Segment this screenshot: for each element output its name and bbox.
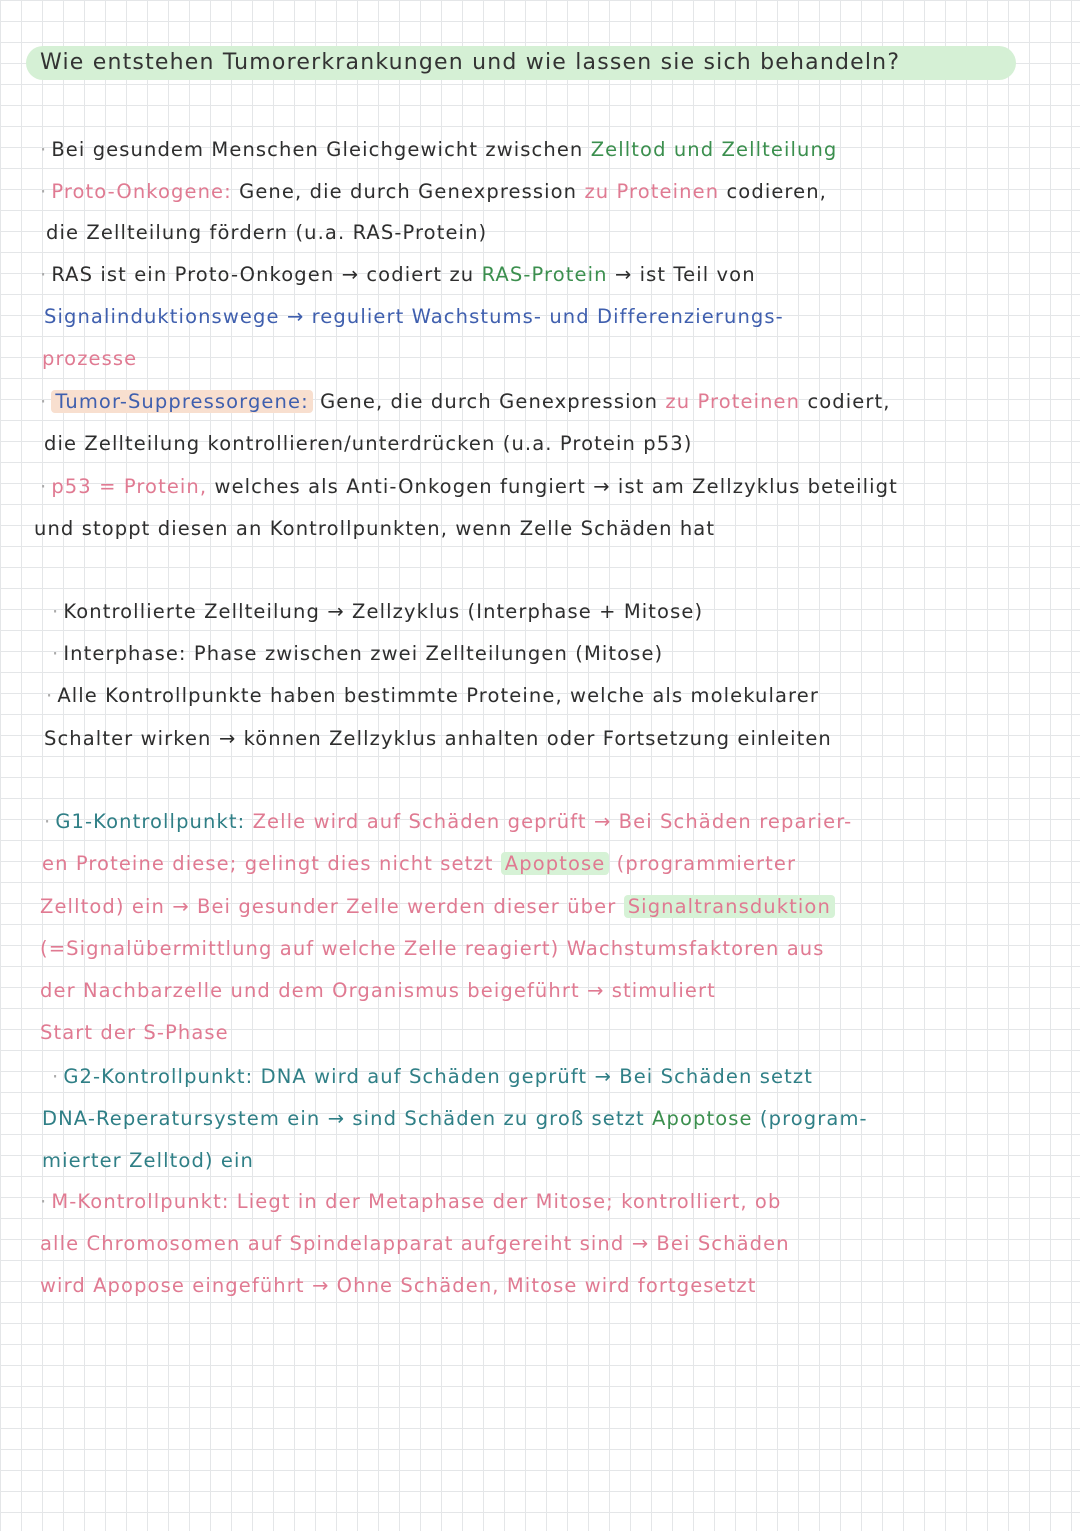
bullet: · — [52, 600, 60, 623]
note-line — [44, 305, 784, 328]
text: Gene, die durch Genexpression — [239, 180, 578, 203]
note-line — [40, 138, 837, 161]
text-colored: zu Proteinen — [584, 180, 720, 203]
text: alle Chromosomen auf Spindelapparat aufgereiht sind — [40, 1232, 625, 1255]
text: → Bei Schäden — [631, 1232, 790, 1255]
text-colored: → Bei Schäden reparier- — [593, 810, 853, 833]
text: (u.a. RAS-Protein) — [295, 221, 488, 244]
note-line — [42, 347, 137, 370]
note-line — [40, 475, 898, 498]
note-line — [44, 432, 692, 455]
text: codiert, — [807, 390, 891, 413]
bullet: · — [40, 263, 48, 286]
term: Signalinduktionswege — [44, 305, 280, 328]
note-line — [44, 810, 852, 833]
bullet: · — [40, 138, 48, 161]
text: Alle Kontrollpunkte haben bestimmte Proteine, welche als molekularer — [57, 684, 819, 707]
text: Zelltod) ein — [40, 895, 165, 918]
note-line — [40, 1232, 790, 1255]
note-line — [34, 517, 715, 540]
term: G2-Kontrollpunkt: — [63, 1065, 254, 1088]
text: → stimuliert — [587, 979, 716, 1002]
term: Proto-Onkogene: — [51, 180, 232, 203]
text: (u.a. Protein p53) — [502, 432, 693, 455]
term: Interphase: — [63, 642, 187, 665]
text: → Zellzyklus (Interphase + Mitose) — [327, 600, 704, 623]
text-colored: Zelle wird auf Schäden geprüft — [252, 810, 587, 833]
text: → Bei gesunder Zelle werden dieser über — [172, 895, 617, 918]
bullet: · — [40, 475, 48, 498]
text: (programmierter — [616, 852, 797, 875]
text: Gene, die durch Genexpression — [320, 390, 659, 413]
note-line — [40, 390, 891, 413]
note-line — [40, 180, 827, 203]
text-colored: DNA wird auf Schäden geprüft — [260, 1065, 588, 1088]
note-line — [52, 1065, 813, 1088]
text: mierter Zelltod) ein — [42, 1149, 255, 1172]
note-line — [52, 600, 703, 623]
note-line — [52, 642, 663, 665]
bullet: · — [52, 1065, 60, 1088]
text-highlight: Zelltod und Zellteilung — [590, 138, 838, 161]
term: G1-Kontrollpunkt: — [55, 810, 246, 833]
text: gelingt dies nicht setzt — [244, 852, 494, 875]
text: Bei gesundem Menschen Gleichgewicht zwischen — [51, 138, 584, 161]
text-colored: → Bei Schäden setzt — [594, 1065, 813, 1088]
note-line — [40, 1274, 756, 1297]
text: prozesse — [42, 347, 138, 370]
bullet: · — [40, 390, 48, 413]
note-line — [40, 937, 824, 960]
text: wird Apopose eingeführt — [40, 1274, 305, 1297]
text: die Zellteilung fördern — [46, 221, 289, 244]
text: Start der S-Phase — [40, 1021, 229, 1044]
text: → codiert zu — [341, 263, 475, 286]
text: → sind Schäden zu groß setzt — [327, 1107, 645, 1130]
note-line — [42, 1149, 254, 1172]
note-line — [42, 1107, 868, 1130]
text-colored: RAS-Protein — [481, 263, 608, 286]
text-highlight: Signaltransduktion — [624, 895, 835, 918]
text: Kontrollierte Zellteilung — [63, 600, 320, 623]
note-line — [40, 1021, 229, 1044]
term: M-Kontrollpunkt: — [51, 1190, 230, 1213]
bullet: · — [40, 180, 48, 203]
page-title: Wie entstehen Tumorerkrankungen und wie lassen sie sich behandeln? — [26, 46, 1016, 80]
text-colored: → reguliert Wachstums- und Differenzierungs- — [286, 305, 784, 328]
text: welches als Anti-Onkogen fungiert → ist am Zellzyklus beteiligt — [214, 475, 898, 498]
text: DNA-Reperatursystem ein — [42, 1107, 321, 1130]
text: (program- — [759, 1107, 868, 1130]
text: Phase zwischen zwei Zellteilungen (Mitose) — [193, 642, 664, 665]
text: Wachstumsfaktoren aus — [566, 937, 825, 960]
term: p53 = Protein, — [51, 475, 208, 498]
text: codieren, — [726, 180, 827, 203]
bullet: · — [46, 684, 54, 707]
text: die Zellteilung kontrollieren/unterdrücken — [44, 432, 496, 455]
text: (=Signalübermittlung auf welche Zelle reagiert) — [40, 937, 560, 960]
text: und stoppt diesen an Kontrollpunkten, wenn Zelle Schäden hat — [34, 517, 716, 540]
text-highlight: Apoptose — [501, 852, 610, 875]
note-line — [40, 1190, 781, 1213]
note-line — [40, 895, 835, 918]
text: Schalter wirken — [44, 727, 212, 750]
note-line — [46, 221, 487, 244]
note-line — [40, 979, 716, 1002]
term: Tumor-Suppressorgene: — [51, 390, 312, 413]
text: Liegt in der Metaphase der Mitose; kontrolliert, ob — [236, 1190, 782, 1213]
text: der Nachbarzelle und dem Organismus beigeführt — [40, 979, 580, 1002]
note-line — [44, 727, 832, 750]
text: → ist Teil von — [614, 263, 756, 286]
text: → Ohne Schäden, Mitose wird fortgesetzt — [311, 1274, 757, 1297]
text: RAS ist ein Proto-Onkogen — [51, 263, 335, 286]
text-colored: Apoptose — [652, 1107, 753, 1130]
text: → können Zellzyklus anhalten oder Fortsetzung einleiten — [218, 727, 832, 750]
note-line — [42, 852, 796, 875]
bullet: · — [44, 810, 52, 833]
note-line — [46, 684, 819, 707]
bullet: · — [52, 642, 60, 665]
note-line — [40, 263, 756, 286]
bullet: · — [40, 1190, 48, 1213]
text: en Proteine diese; — [42, 852, 238, 875]
text-colored: zu Proteinen — [665, 390, 801, 413]
